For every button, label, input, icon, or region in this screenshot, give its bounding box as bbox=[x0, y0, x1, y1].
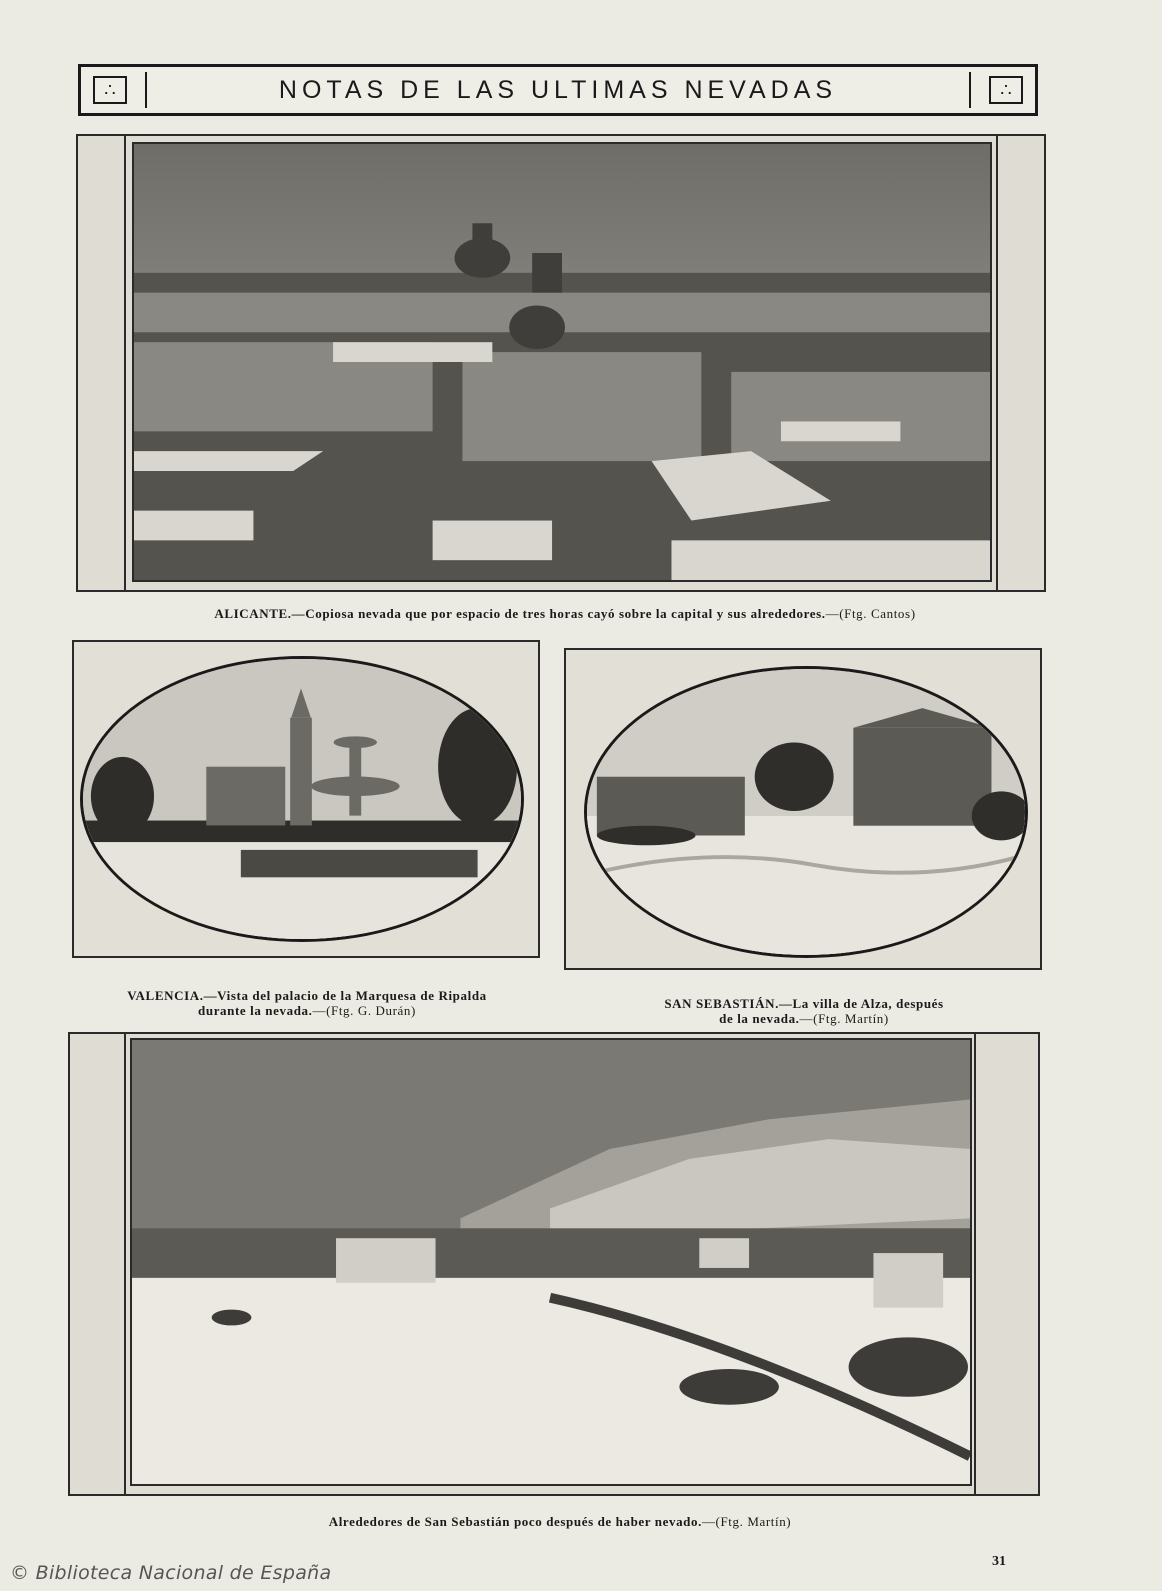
valencia-photo bbox=[80, 656, 524, 942]
alicante-city: ALICANTE. bbox=[214, 606, 292, 621]
san-sebastian-line2: de la nevada. bbox=[719, 1011, 800, 1026]
alicante-photo-frame bbox=[76, 134, 1046, 592]
valencia-line2: durante la nevada. bbox=[198, 1003, 313, 1018]
valencia-caption bbox=[74, 988, 540, 1018]
ornament-left-icon: ∴ bbox=[93, 76, 127, 104]
alrededores-text: Alrededores de San Sebastián poco después de haber nevado. bbox=[328, 1514, 702, 1529]
san-sebastian-caption bbox=[566, 996, 1042, 1026]
section-header bbox=[78, 64, 1038, 116]
alicante-photo bbox=[132, 142, 992, 582]
page-number: 31 bbox=[992, 1554, 1006, 1569]
san-sebastian-line1: —La villa de Alza, después bbox=[778, 996, 944, 1011]
alrededores-photo-frame bbox=[68, 1032, 1040, 1496]
valencia-city: VALENCIA. bbox=[127, 988, 204, 1003]
valencia-photo-frame bbox=[72, 640, 540, 958]
alicante-caption bbox=[70, 606, 1060, 621]
alicante-credit: —(Ftg. Cantos) bbox=[825, 606, 916, 621]
library-credit: © Biblioteca Nacional de España bbox=[10, 1562, 332, 1584]
san-sebastian-city: SAN SEBASTIÁN. bbox=[664, 996, 779, 1011]
ornament-right-icon: ∴ bbox=[989, 76, 1023, 104]
san-sebastian-photo-frame bbox=[564, 648, 1042, 970]
alrededores-credit: —(Ftg. Martín) bbox=[701, 1514, 792, 1529]
page-title: NOTAS DE LAS ULTIMAS NEVADAS bbox=[278, 75, 838, 104]
valencia-credit: —(Ftg. G. Durán) bbox=[312, 1003, 416, 1018]
san-sebastian-credit: —(Ftg. Martín) bbox=[799, 1011, 889, 1026]
alrededores-caption bbox=[70, 1514, 1050, 1529]
alicante-text: —Copiosa nevada que por espacio de tres horas cayó sobre la capital y sus alrededores. bbox=[291, 606, 826, 621]
valencia-line1: —Vista del palacio de la Marquesa de Ripalda bbox=[203, 988, 487, 1003]
san-sebastian-photo bbox=[584, 666, 1028, 958]
alrededores-photo bbox=[130, 1038, 972, 1486]
